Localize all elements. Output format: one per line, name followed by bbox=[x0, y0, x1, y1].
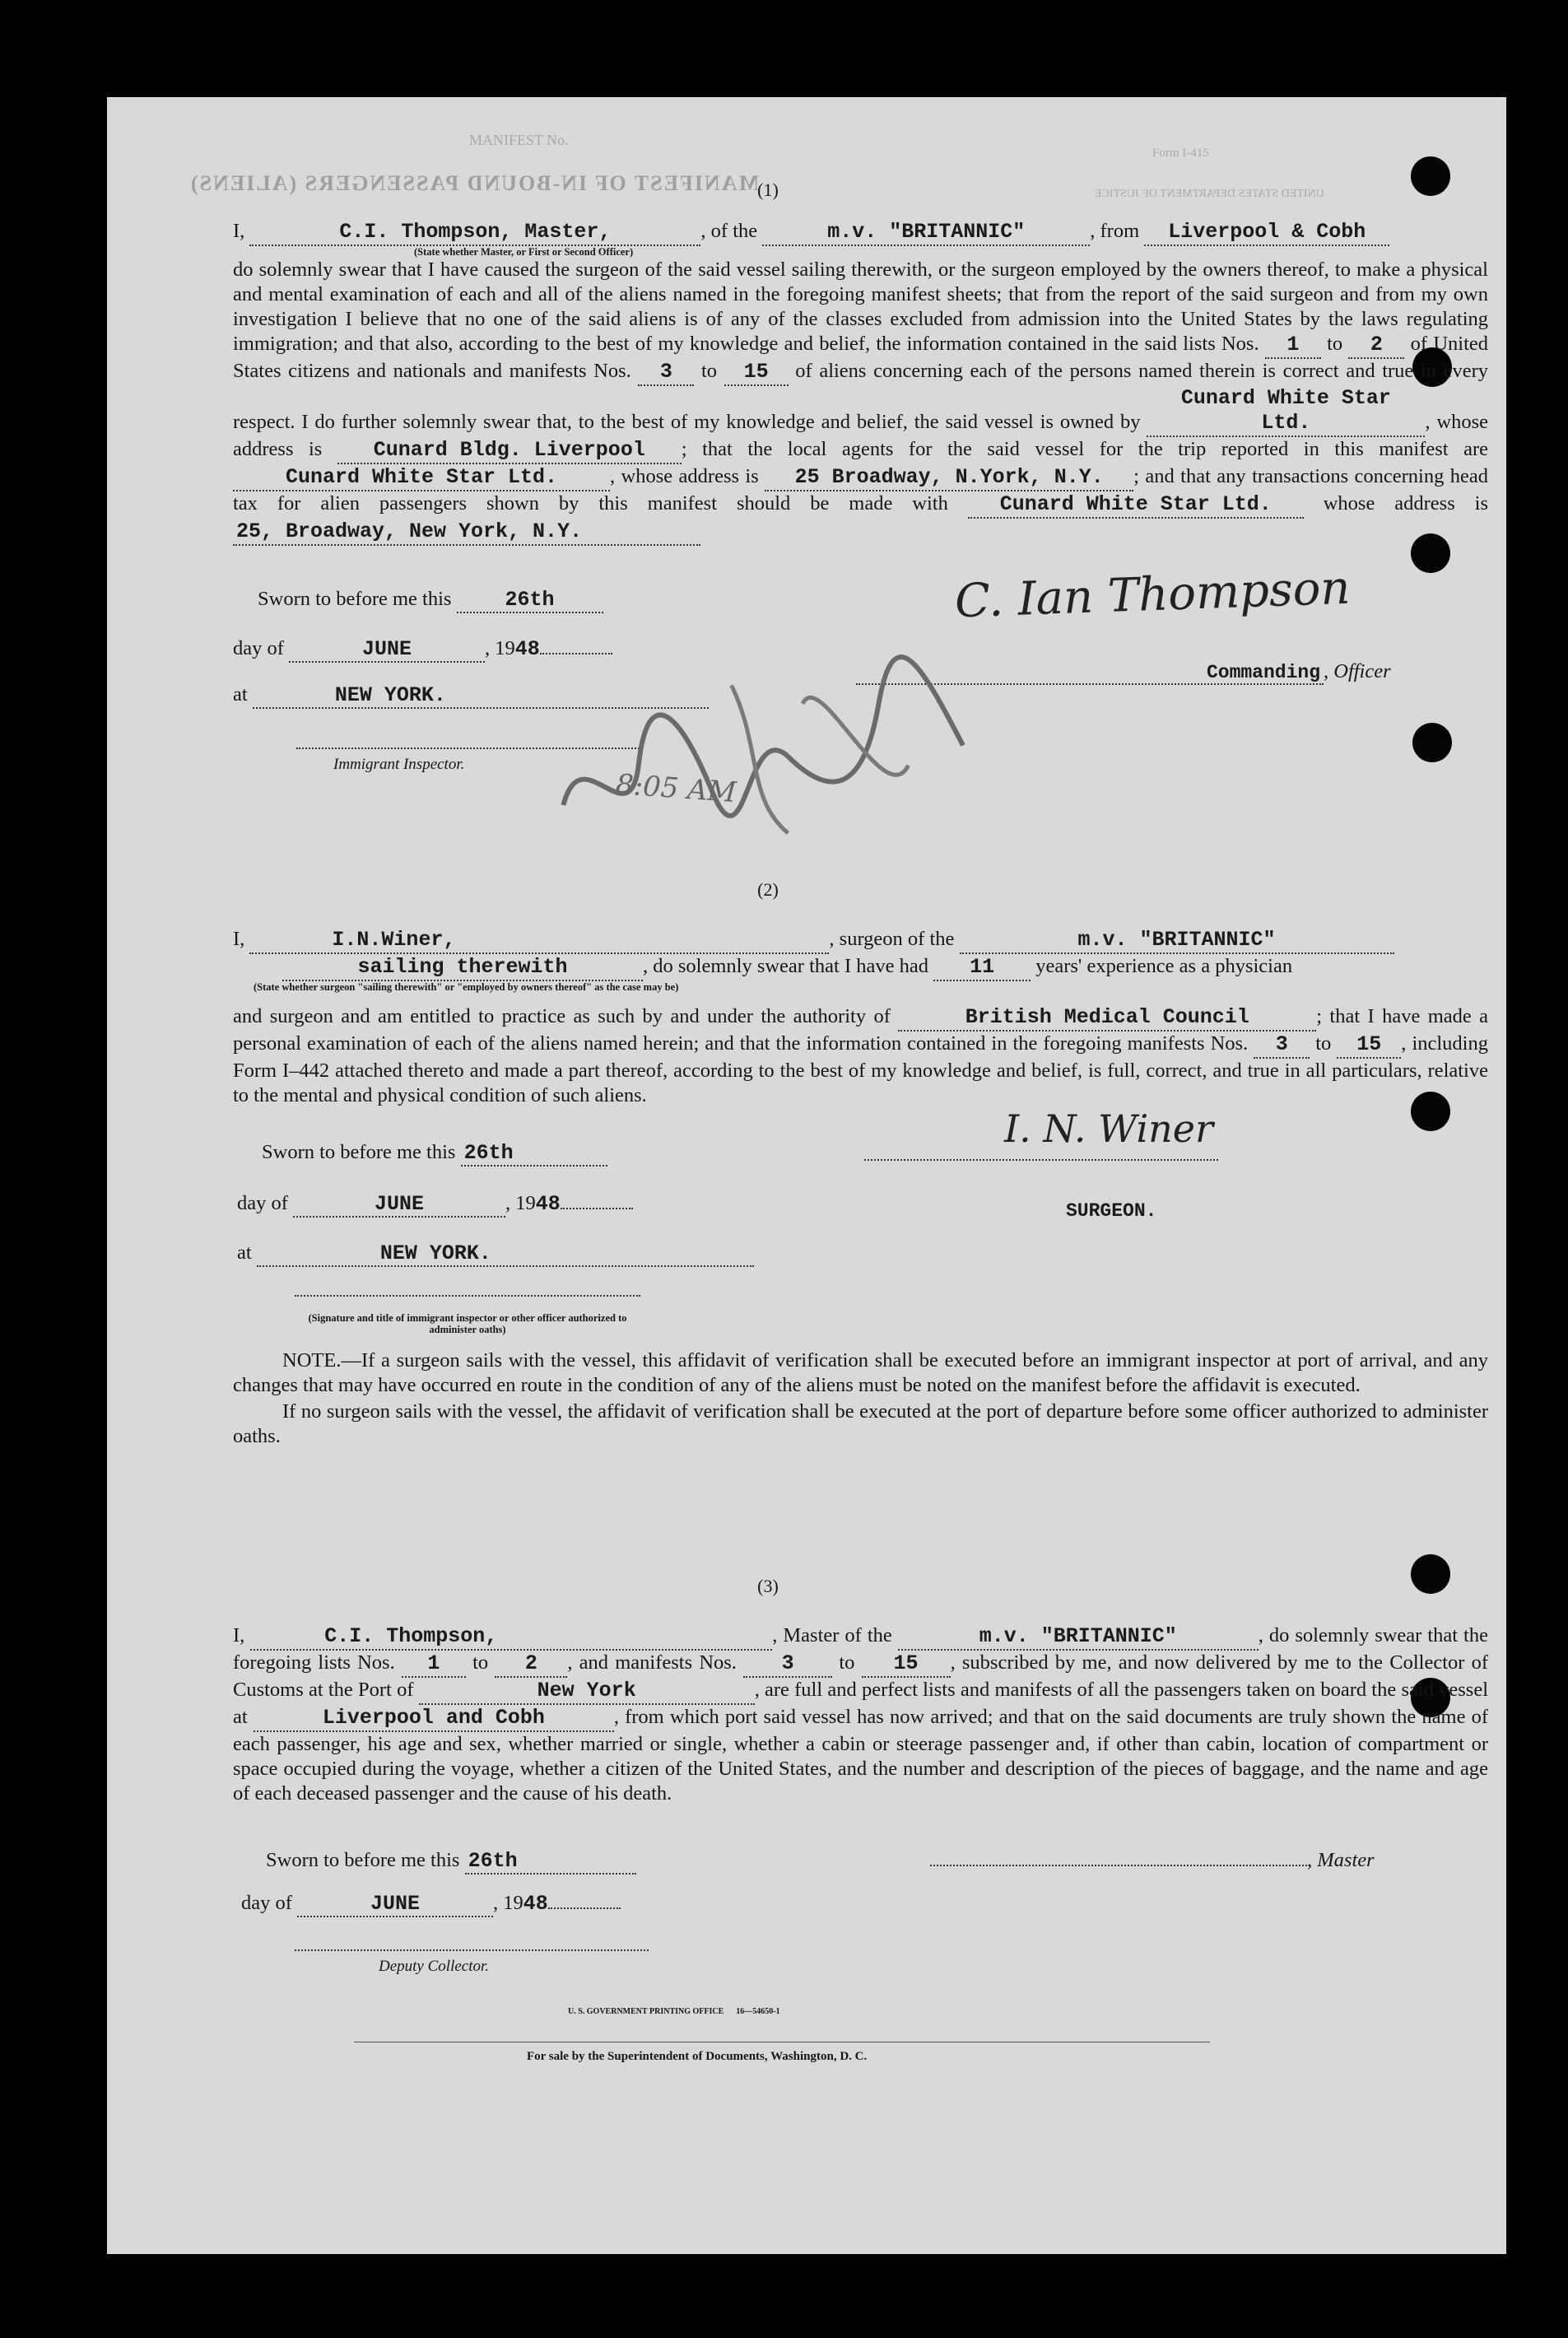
note-paragraph-2: If no surgeon sails with the vessel, the affidavit of verification shall be executed at the port of departure before some officer authorized to administer oaths. bbox=[233, 1400, 1488, 1447]
officer-title: Commanding bbox=[856, 662, 1324, 685]
owner-name: Cunard White Star Ltd. bbox=[1147, 386, 1425, 437]
sec3-lists-to: 2 bbox=[495, 1651, 567, 1678]
manifest-sheet bbox=[107, 97, 1506, 2254]
gpo-imprint bbox=[568, 2007, 780, 2016]
sec2-at-line: at NEW YORK. bbox=[237, 1241, 754, 1267]
master-hint: (State whether Master, or First or Second Officer) bbox=[414, 246, 634, 258]
punch-hole bbox=[1411, 156, 1450, 196]
medical-authority: British Medical Council bbox=[898, 1005, 1316, 1032]
surgeon-status: sailing therewith bbox=[282, 955, 643, 981]
manifest-title-ghost: MANIFEST OF IN-BOUND PASSENGERS (ALIENS) bbox=[189, 171, 760, 195]
master-line: , Master bbox=[930, 1849, 1375, 1872]
sec3-sworn-line: Sworn to before me this 26th bbox=[266, 1849, 636, 1875]
surgeon-years: 11 bbox=[933, 955, 1031, 981]
sec3-master-name: C.I. Thompson, bbox=[250, 1624, 772, 1651]
section-2-note bbox=[233, 1348, 1488, 1449]
sec1-year: 48 bbox=[514, 637, 540, 661]
headtax-address: 25, Broadway, New York, N.Y. bbox=[233, 519, 700, 546]
sec3-year: 48 bbox=[523, 1892, 548, 1916]
gpo-number: 16—54650-1 bbox=[736, 2007, 780, 2016]
lists-from: 1 bbox=[1265, 333, 1321, 359]
sec3-lists-from: 1 bbox=[402, 1651, 466, 1678]
punch-hole bbox=[1412, 723, 1452, 762]
sec2-year: 48 bbox=[535, 1192, 561, 1216]
lists-to: 2 bbox=[1348, 333, 1404, 359]
manifest-no-label: MANIFEST No. bbox=[469, 132, 569, 148]
sec2-place: NEW YORK. bbox=[257, 1241, 754, 1267]
agents-address: 25 Broadway, N.York, N.Y. bbox=[765, 465, 1133, 491]
handwritten-scrawl bbox=[527, 623, 988, 912]
department-ghost: UNITED STATES DEPARTMENT OF JUSTICE bbox=[1095, 188, 1324, 200]
surgeon-signature: I. N. Winer bbox=[1004, 1106, 1213, 1151]
sec3-month: JUNE bbox=[297, 1892, 493, 1917]
scrawl-strokes bbox=[527, 623, 984, 897]
sec1-at-line: at NEW YORK. bbox=[233, 683, 709, 709]
sec2-month: JUNE bbox=[293, 1192, 505, 1218]
departure-port: Liverpool & Cobh bbox=[1144, 220, 1389, 246]
headtax-name: Cunard White Star Ltd. bbox=[968, 492, 1304, 519]
punch-hole bbox=[1411, 1554, 1450, 1594]
sec2-manifests-from: 3 bbox=[1254, 1032, 1310, 1059]
sec1-sworn-day: 26th bbox=[457, 588, 603, 613]
owner-address: Cunard Bldg. Liverpool bbox=[337, 438, 682, 464]
sec3-manifests-to: 15 bbox=[862, 1651, 951, 1678]
sec3-manifests-from: 3 bbox=[743, 1651, 832, 1678]
sec3-vessel: m.v. "BRITANNIC" bbox=[898, 1624, 1259, 1651]
section-2-number: (2) bbox=[757, 879, 779, 900]
agents-name: Cunard White Star Ltd. bbox=[233, 465, 610, 491]
arrival-port: New York bbox=[419, 1679, 755, 1705]
embarkation-ports: Liverpool and Cobh bbox=[254, 1706, 614, 1732]
sec1-place: NEW YORK. bbox=[253, 683, 709, 709]
surgeon-name: I.N.Winer, bbox=[249, 928, 829, 954]
officer-line: Commanding , Officer bbox=[856, 660, 1391, 685]
inspector-label: Immigrant Inspector. bbox=[333, 756, 465, 773]
manifests-to: 15 bbox=[724, 360, 789, 386]
section-1-affidavit: I, C.I. Thompson, Master, , of the m.v. "BRITANNIC" , from Liverpool & Cobh (State whether Master, or First or Second Officer) do solemnly swear that I have caused the surgeon of the said vessel sailing therewith, or the surgeon employed by the owners thereof, to make a physical and mental examination of each and all of the aliens named in the foregoing manifest sheets; that from the report of the said surgeon and from my own investigation I believe that no one of the said aliens is of any of the classes excluded from admission into the United States by the laws regulating immigration; and that also, according to the best of my knowledge and belief, the information contained in the said lists Nos. 1 to 2 of United States citizens and nationals and manifests Nos. 3 to 15 of aliens concerning each of the persons named therein is correct and true in every respect. I do further solemnly swear that, to the best of my knowledge and belief, the said vessel is owned by Cunard White Star Ltd. , whose address is Cunard Bldg. Liverpool ; that the local agents for the said vessel for the trip reported in this manifest are Cunard White Star Ltd. , whose address is 25 Broadway, N.York, N.Y. ; and that any transactions concerning head tax for alien passengers shown by this manifest should be made with Cunard White Star Ltd. whose address is 25, Broadway, New York, N.Y. bbox=[233, 219, 1488, 546]
surgeon-label: SURGEON. bbox=[1066, 1200, 1157, 1222]
section-3-number: (3) bbox=[757, 1576, 779, 1596]
section-3-affidavit: I, C.I. Thompson, , Master of the m.v. "BRITANNIC" , do solemnly swear that the foregoing lists Nos. 1 to 2 , and manifests Nos. 3 to 15 , subscribed by me, and now delivered by me to the Collector of Customs at the Port of New York , are full and perfect lists and manifests of all the passengers taken on board the said vessel at Liverpool and Cobh , from which port said vessel has now arrived; and that on the said documents are truly shown the name of each passenger, his age and sex, whether married or single, whether a cabin or steerage passenger and, if other than cabin, location of compartment or space occupied during the voyage, whether a citizen of the United States, and the number and description of the pieces of baggage, and the name and age of each deceased passenger and the cause of his death. bbox=[233, 1624, 1489, 1805]
manifests-from: 3 bbox=[638, 360, 694, 386]
section-2-affidavit: I, I.N.Winer, , surgeon of the m.v. "BRITANNIC" sailing therewith , do solemnly swear that I have had 11 years' experience as a physician (State whether surgeon "sailing therewith" or "employed by owners thereof" as the case may be) and surgeon and am entitled to practice as such by and under the authority of British Medical Council ; that I have made a personal examination of each of the aliens named herein; and that the information contained in the foregoing manifests Nos. 3 to 15 , including Form I–442 attached thereto and made a part thereof, according to the best of my knowledge and belief, is full, correct, and true in all particulars, relative to the mental and physical condition of such aliens. bbox=[233, 928, 1489, 1106]
sec1-day-line: day of JUNE , 1948 bbox=[233, 637, 612, 663]
vessel-name: m.v. "BRITANNIC" bbox=[762, 220, 1090, 246]
sec2-sworn-day: 26th bbox=[461, 1141, 607, 1167]
form-number: Form I-415 bbox=[1152, 147, 1209, 160]
collector-label: Deputy Collector. bbox=[379, 1958, 490, 1975]
officer-signature-hint: (Signature and title of immigrant inspector or other officer authorized to administer oaths) bbox=[308, 1312, 627, 1335]
sec3-sworn-day: 26th bbox=[465, 1849, 636, 1875]
sec3-day-line: day of JUNE , 1948 bbox=[241, 1892, 621, 1917]
collector-signature-line bbox=[295, 1949, 649, 1951]
officer-signature-line bbox=[295, 1295, 640, 1297]
sec2-manifests-to: 15 bbox=[1337, 1032, 1401, 1059]
section-1-number: (1) bbox=[757, 179, 779, 200]
master-signature: C. Ian Thompson bbox=[954, 561, 1352, 629]
sale-notice: For sale by the Superintendent of Documents, Washington, D. C. bbox=[527, 2050, 868, 2063]
master-name: C.I. Thompson, Master, bbox=[249, 220, 700, 246]
sec2-sworn-line: Sworn to before me this 26th bbox=[262, 1141, 607, 1167]
gpo-text: U. S. GOVERNMENT PRINTING OFFICE bbox=[568, 2007, 724, 2016]
surgeon-signature-line bbox=[864, 1159, 1218, 1161]
sec2-vessel: m.v. "BRITANNIC" bbox=[960, 928, 1394, 954]
surgeon-hint: (State whether surgeon "sailing therewith" or "employed by owners thereof" as the case may be) bbox=[254, 981, 679, 993]
sec2-day-line: day of JUNE , 1948 bbox=[237, 1192, 633, 1218]
master-label: Master bbox=[1317, 1849, 1375, 1871]
note-paragraph-1: NOTE.—If a surgeon sails with the vessel, this affidavit of verification shall be executed before an immigrant inspector at port of arrival, and any changes that may have occurred en route in the condition of any of the aliens must be noted on the manifest before the affidavit is executed. bbox=[233, 1349, 1488, 1396]
sec1-sworn-line: Sworn to before me this 26th bbox=[258, 588, 603, 613]
sec1-month: JUNE bbox=[289, 637, 485, 663]
stamp-time: 8:05 AM bbox=[614, 767, 737, 810]
